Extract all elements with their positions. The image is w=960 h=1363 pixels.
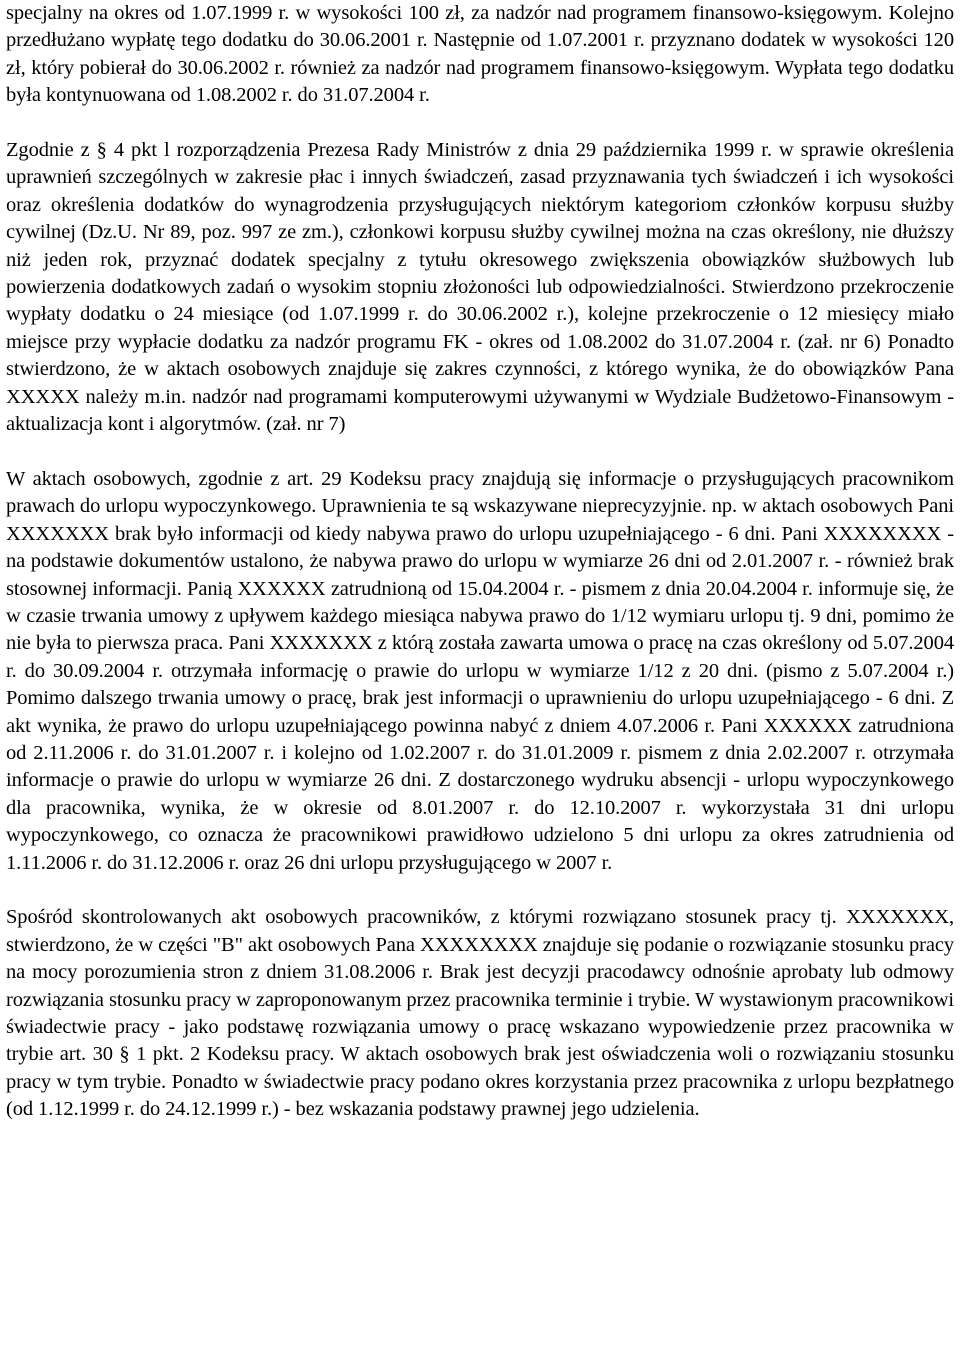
paragraph-gap bbox=[6, 877, 954, 904]
paragraph-leave-entitlements: W aktach osobowych, zgodnie z art. 29 Kodeksu pracy znajdują się informacje o przysługujących pracownikom prawach do urlopu wypoczynkowego. Uprawnienia te są wskazywane nieprecyzyjnie. np. w aktach osobowych Pani XXXXXXX brak było informacji od kiedy nabywa prawo do urlopu uzupełniającego - 6 dni. Pani XXXXXXXX - na podstawie dokumentów ustalono, że nabywa prawo do urlopu w wymiarze 26 dni od 2.01.2007 r. - również brak stosownej informacji. Panią XXXXXX zatrudnioną od 15.04.2004 r. - pismem z dnia 20.04.2004 r. informuje się, że w czasie trwania umowy z upływem każdego miesiąca nabywa prawo do 1/12 wymiaru urlopu tj. 9 dni, pomimo że nie była to pierwsza praca. Pani XXXXXXX z którą została zawarta umowa o pracę na czas określony od 5.07.2004 r. do 30.09.2004 r. otrzymała informację o prawie do urlopu w wymiarze 1/12 z 20 dni. (pismo z 5.07.2004 r.) Pomimo dalszego trwania umowy o pracę, brak jest informacji o uprawnieniu do urlopu uzupełniającego - 6 dni. Z akt wynika, że prawo do urlopu uzupełniającego powinna nabyć z dniem 4.07.2006 r. Pani XXXXXX zatrudniona od 2.11.2006 r. do 31.01.2007 r. i kolejno od 1.02.2007 r. do 31.01.2009 r. pismem z dnia 2.02.2007 r. otrzymała informacje o prawie do urlopu w wymiarze 26 dni. Z dostarczonego wydruku absencji - urlopu wypoczynkowego dla pracownika, wynika, że w okresie od 8.01.2007 r. do 12.10.2007 r. wykorzystała 31 dni urlopu wypoczynkowego, co oznacza że pracownikowi prawidłowo udzielono 5 dni urlopu za okres zatrudnienia od 1.11.2006 r. do 31.12.2006 r. oraz 26 dni urlopu przysługującego w 2007 r. bbox=[6, 467, 954, 874]
paragraph-gap bbox=[6, 438, 954, 465]
document-page bbox=[6, 0, 954, 1124]
paragraph-special-allowance-regulation: Zgodnie z § 4 pkt l rozporządzenia Prezesa Rady Ministrów z dnia 29 października 1999 r. w sprawie określenia uprawnień szczególnych w zakresie płac i innych świadczeń, zasad przyznawania tych świadczeń i ich wysokości oraz określenia dodatków do wynagrodzenia przysługujących niektórym kategoriom członków korpusu służby cywilnej (Dz.U. Nr 89, poz. 997 ze zm.), członkowi korpusu służby cywilnej można na czas określony, nie dłuższy niż jeden rok, przyznać dodatek specjalny z tytułu okresowego zwiększenia obowiązków służbowych lub powierzenia dodatkowych zadań o wysokim stopniu złożoności lub odpowiedzialności. Stwierdzono przekroczenie wypłaty dodatku o 24 miesiące (od 1.07.1999 r. do 30.06.2002 r.), kolejne przekroczenie o 12 miesięcy miało miejsce przy wypłacie dodatku za nadzór programu FK - okres od 1.08.2002 do 31.07.2004 r. (zał. nr 6) Ponadto stwierdzono, że w aktach osobowych znajduje się zakres czynności, z którego wynika, że do obowiązków Pana XXXXX należy m.in. nadzór nad programami komputerowymi używanymi w Wydziale Budżetowo-Finansowym - aktualizacja kont i algorytmów. (zał. nr 7) bbox=[6, 139, 954, 436]
paragraph-gap bbox=[6, 110, 954, 137]
paragraph-allowance-history: specjalny na okres od 1.07.1999 r. w wysokości 100 zł, za nadzór nad programem finansowo-księgowym. Kolejno przedłużano wypłatę tego dodatku do 30.06.2001 r. Następnie od 1.07.2001 r. przyznano dodatek w wysokości 120 zł, który pobierał do 30.06.2002 r. również za nadzór nad programem finansowo-księgowym. Wypłata tego dodatku była kontynuowana od 1.08.2002 r. do 31.07.2004 r. bbox=[6, 2, 954, 107]
paragraph-employment-termination: Spośród skontrolowanych akt osobowych pracowników, z którymi rozwiązano stosunek pracy tj. XXXXXXX, stwierdzono, że w części "B" akt osobowych Pana XXXXXXXX znajduje się podanie o rozwiązanie stosunku pracy na mocy porozumienia stron z dniem 31.08.2006 r. Brak jest decyzji pracodawcy odnośnie aprobaty lub odmowy rozwiązania stosunku pracy w zaproponowanym przez pracownika terminie i trybie. W wystawionym pracownikowi świadectwie pracy - jako podstawę rozwiązania umowy o pracę wskazano wypowiedzenie przez pracownika w trybie art. 30 § 1 pkt. 2 Kodeksu pracy. W aktach osobowych brak jest oświadczenia woli o rozwiązaniu stosunku pracy w tym trybie. Ponadto w świadectwie pracy podano okres korzystania przez pracownika z urlopu bezpłatnego (od 1.12.1999 r. do 24.12.1999 r.) - bez wskazania podstawy prawnej jego udzielenia. bbox=[6, 906, 954, 1121]
